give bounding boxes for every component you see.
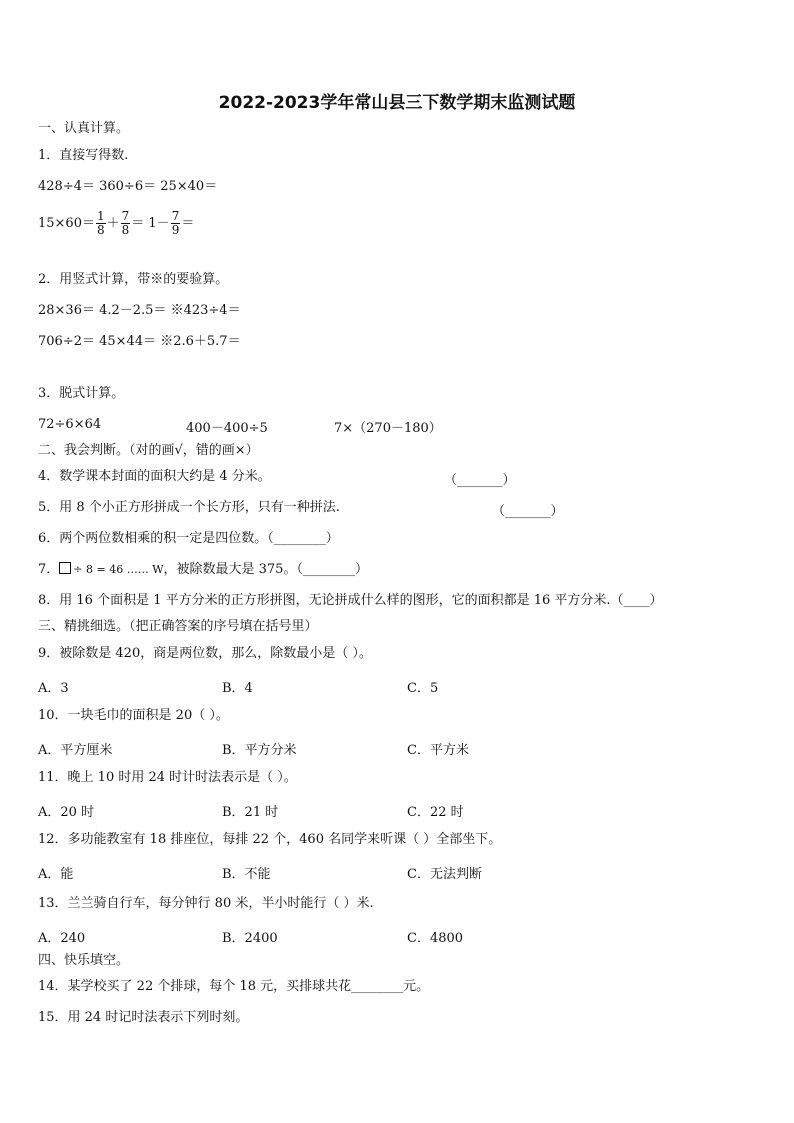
question-10-option-a[interactable]: A．平方厘米	[38, 743, 113, 758]
question-8: 8．用 16 个面积是 1 平方分米的正方形拼图，无论拼成什么样的图形，它的面积都是 16 平方分米.（____）	[38, 593, 663, 608]
question-13: 13．兰兰骑自行车，每分钟行 80 米，半小时能行（ ）米.	[38, 896, 374, 911]
fraction-7-8: $\frac{7}{8}$	[121, 209, 130, 237]
question-15: 15．用 24 时记时法表示下列时刻。	[38, 1010, 249, 1025]
question-9-option-c[interactable]: C．5	[407, 681, 439, 696]
section-1-heading: 一、认真计算。	[38, 121, 130, 136]
question-10-option-c[interactable]: C．平方米	[407, 743, 469, 758]
question-13-option-b[interactable]: B．2400	[222, 931, 278, 946]
question-3-expr-a: 72÷6×64	[38, 417, 102, 432]
question-3-expr-b: 400－400÷5	[186, 421, 268, 436]
question-7: 7． ÷ 8 = 46 …… W，被除数最大是 375。（________）	[38, 562, 368, 577]
question-1-row-2: 15×60＝ $\frac{1}{8}$ ＋ $\frac{7}{8}$ ＝ 1－ $\frac{7}{9}$ ＝	[38, 209, 195, 237]
fraction-1-8: $\frac{1}{8}$	[96, 209, 105, 237]
question-4-answer-blank[interactable]: （_______）	[444, 473, 516, 488]
question-3-label: 3．脱式计算。	[38, 386, 125, 401]
question-2-row-1: 28×36＝ 4.2－2.5＝ ※423÷4＝	[38, 303, 241, 318]
question-2-row-2: 706÷2＝ 45×44＝ ※2.6＋5.7＝	[38, 334, 241, 349]
q1-expr-1: 15×60＝	[38, 216, 95, 231]
question-3-expr-c: 7×（270－180）	[334, 421, 442, 436]
question-12-option-b[interactable]: B．不能	[222, 867, 271, 882]
question-11-option-b[interactable]: B．21 时	[222, 805, 279, 820]
question-1-label: 1．直接写得数.	[38, 148, 129, 163]
question-10: 10．一块毛巾的面积是 20（ ）。	[38, 708, 229, 723]
question-1-row-1: 428÷4＝ 360÷6＝ 25×40＝	[38, 179, 218, 194]
fraction-7-9: $\frac{7}{9}$	[171, 209, 180, 237]
question-10-option-b[interactable]: B．平方分米	[222, 743, 297, 758]
question-14: 14．某学校买了 22 个排球，每个 18 元，买排球共花________元。	[38, 979, 430, 994]
page-title: 2022-2023学年常山县三下数学期末监测试题	[218, 93, 576, 113]
section-4-heading: 四、快乐填空。	[38, 953, 130, 968]
question-4: 4．数学课本封面的面积大约是 4 分米。	[38, 469, 271, 484]
section-3-heading: 三、精挑细选。（把正确答案的序号填在括号里）	[38, 619, 318, 634]
empty-box-icon	[59, 562, 71, 574]
question-13-option-a[interactable]: A．240	[38, 931, 86, 946]
question-5-answer-blank[interactable]: （_______）	[492, 504, 564, 519]
question-11-option-a[interactable]: A．20 时	[38, 805, 95, 820]
question-5: 5．用 8 个小正方形拼成一个长方形，只有一种拼法.	[38, 500, 340, 515]
question-11: 11．晚上 10 时用 24 时计时法表示是（ ）。	[38, 770, 297, 785]
question-12-option-c[interactable]: C．无法判断	[407, 867, 482, 882]
question-6: 6．两个两位数相乘的积一定是四位数。（________）	[38, 531, 339, 546]
question-2-label: 2．用竖式计算，带※的要验算。	[38, 272, 229, 287]
question-11-option-c[interactable]: C．22 时	[407, 805, 464, 820]
question-12: 12．多功能教室有 18 排座位，每排 22 个，460 名同学来听课（ ）全部坐下。	[38, 832, 502, 847]
question-12-option-a[interactable]: A．能	[38, 867, 74, 882]
question-9: 9．被除数是 420，商是两位数，那么，除数最小是（ ）。	[38, 646, 372, 661]
question-9-option-a[interactable]: A．3	[38, 681, 69, 696]
question-9-option-b[interactable]: B．4	[222, 681, 253, 696]
question-13-option-c[interactable]: C．4800	[407, 931, 464, 946]
section-2-heading: 二、我会判断。（对的画√，错的画×）	[38, 443, 259, 458]
